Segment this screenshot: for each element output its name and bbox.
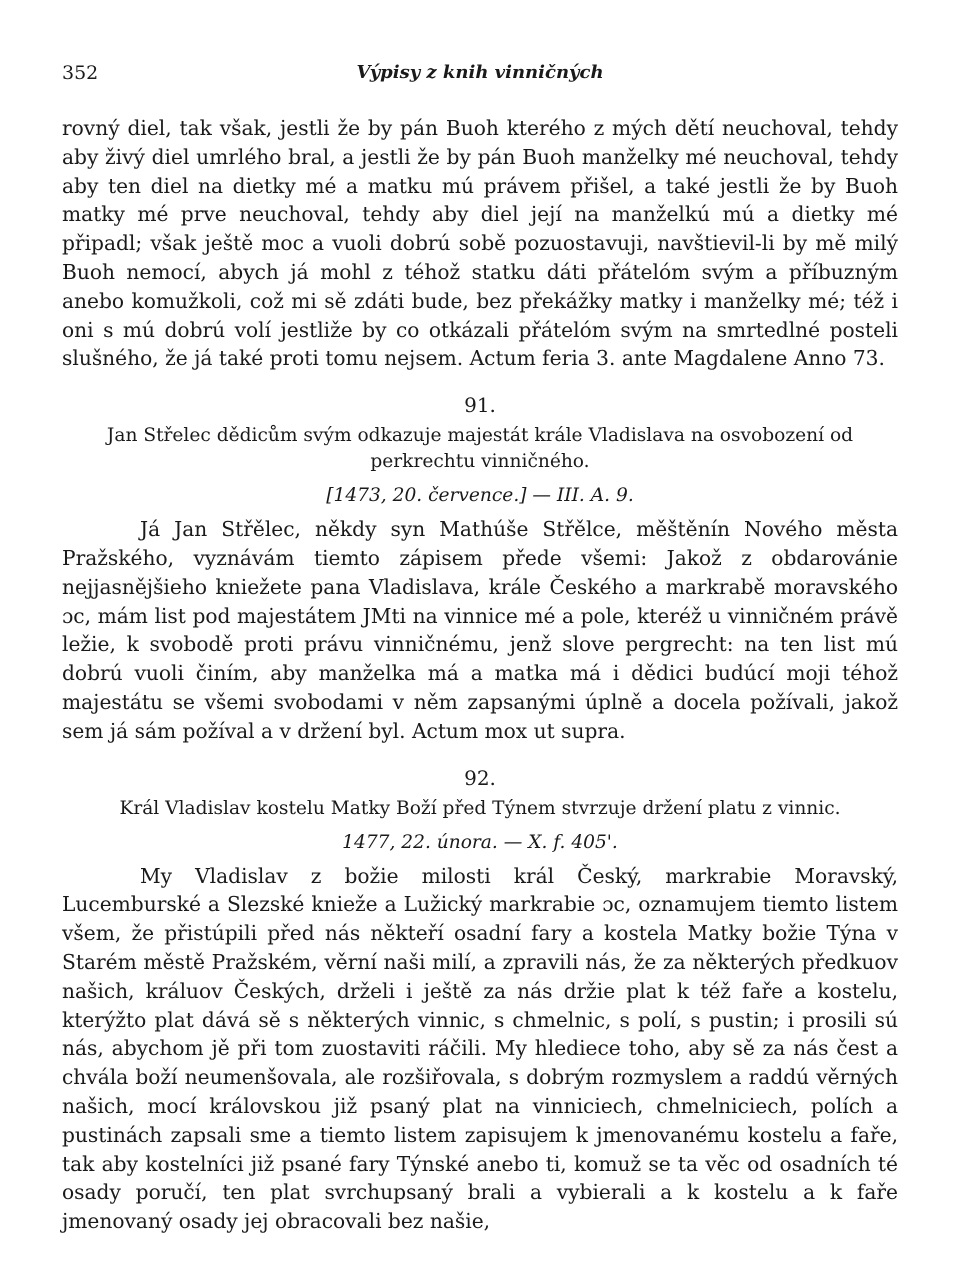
document-text: Já Jan Střělec, někdy syn Mathúše Střělce, měštěnín Nového města Pražského, vyznávám tiemto zápisem přede všemi: Jakož z obdarovánie nejjasnějšieho kniežete pana Vladislava, krále Českého a markrabě moravského ɔc, mám list pod majestátem JMti na vinnice mé a pole, kteréž u vinničném právě ležie, k svobodě proti právu vinničnému, jenž slove pergrecht: na ten list mú dobrú vuoli činím, aby manželka má a matka má i dědici budúcí moji téhož majestátu se všemi svobodami v něm zapsanými úplně a docela požívali, jakož sem já sám požíval a v držení byl. Actum mox ut supra. <box>62 517 898 743</box>
document-number: 91. <box>464 393 496 418</box>
entry-91 <box>62 391 898 745</box>
document-regest: Král Vladislav kostelu Matky Boží před Týnem stvrzuje držení platu z vinnic. <box>119 797 841 819</box>
document-dateline: 1477, 22. února. — X. f. 405'. <box>342 831 618 853</box>
entry-92 <box>62 764 898 1236</box>
continuation-paragraph: rovný diel, tak však, jestli že by pán Buoh kterého z mých dětí neuchoval, tehdy aby živý diel umrlého bral, a jestli že by pán Buoh manželky mé neuchoval, tehdy aby ten diel na dietky mé a matku mú právem přišel, a také jestli že by Buoh matky mé prve neuchoval, tehdy aby diel její na manželkú mú a dietky mé připadl; však ještě moc a vuoli dobrú sobě pozuostavuji, navštievil-li by mě milý Buoh nemocí, abych já mohl z téhož statku dáti přátelóm svým a příbuzným anebo komužkoli, což mi sě zdáti bude, bez překážky matky i manželky mé; též i oni s mú dobrú volí jestliže by co otkázali přátelóm svým na smrtedlné posteli slušného, že já také proti tomu nejsem. Actum feria 3. ante Magdalene Anno 73. <box>62 116 898 371</box>
page-number: 352 <box>62 62 99 84</box>
document-regest: Jan Střelec dědicům svým odkazuje majestát krále Vladislava na osvobození od perkrechtu vinničného. <box>106 425 854 473</box>
page-body <box>62 114 898 1236</box>
document-text: My Vladislav z božie milosti král Český, markrabie Moravský, Lucemburské a Slezské knieže a Lužický markrabie ɔc, oznamujem tiemto listem všem, že přistúpili před nás někteří osadní fary a kostela Matky božie Týna v Starém městě Pražském, věrní naši milí, a zpravili nás, že za některých předkuov našich, králuov Českých, drželi i ještě za nás držie plat k též faře a kostelu, kterýžto plat dává sě s některých vinnic, s chmelnic, s polí, s pustin; i prosili sú nás, abychom jě při tom zuostaviti ráčili. My hlediece toho, aby sě za nás čest a chvála boží neumenšovala, ale rozšiřovala, s dobrým rozmyslem a raddú věrných našich, mocí královskou již psaný plat na vinniciech, chmelniciech, polích a pustinách zapsali sme a tiemto listem zapisujem k jmenovanému kostelu a faře, tak aby kostelníci již psané fary Týnské anebo ti, komuž se ta věc od osadních té osady poručí, ten plat svrchupsaný brali a vybierali a k kostelu a k faře jmenovaný osady jej obracovali bez našie, <box>62 863 898 1234</box>
running-title: Výpisy z knih vinničných <box>356 62 604 83</box>
page-header <box>62 62 898 90</box>
document-dateline: [1473, 20. července.] — III. A. 9. <box>326 485 634 507</box>
document-number: 92. <box>464 765 496 790</box>
